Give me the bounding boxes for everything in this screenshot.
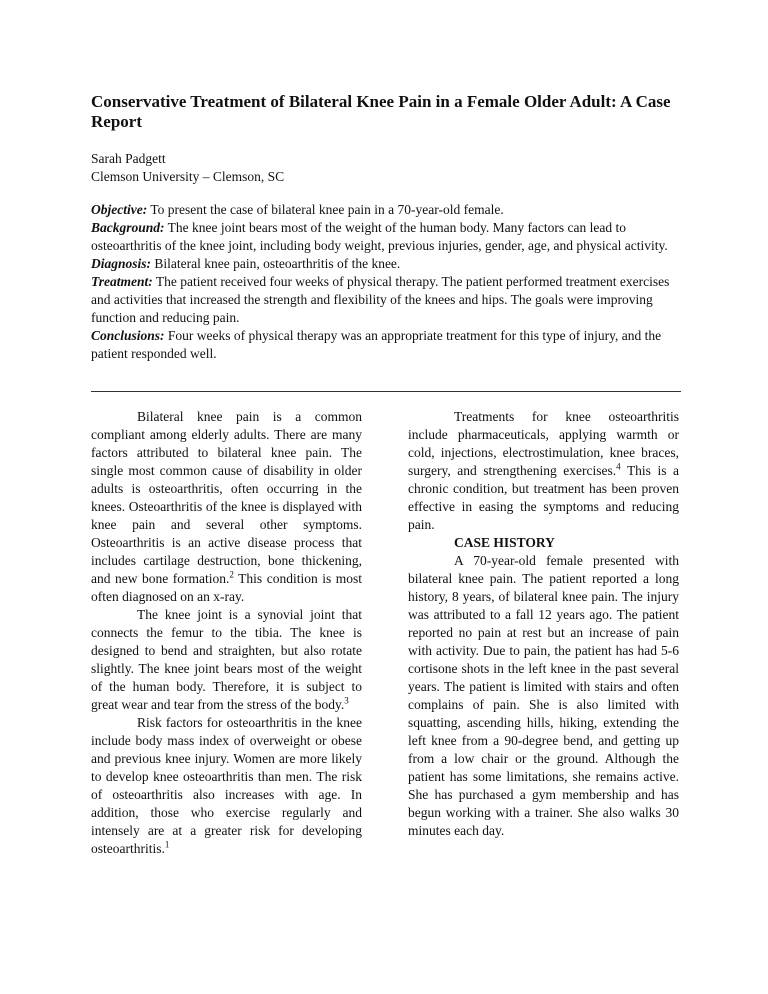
citation-ref: 2 — [229, 569, 234, 580]
paragraph — [408, 408, 679, 534]
abstract-label: Conclusions: — [91, 328, 165, 343]
citation-ref: 3 — [344, 695, 349, 706]
paragraph-text: Bilateral knee pain is a common compliant among elderly adults. There are many factors attributed to bilateral knee pain. The single most common cause of disability in older adults is osteoarthritis, often occurring in the knees. Osteoarthritis of the knee is displayed with knee pain and several other symptoms. Osteoarthritis is an active disease process that includes cartilage destruction, bone thickening, and new bone formation. — [91, 409, 362, 586]
abstract-text: The patient received four weeks of physical therapy. The patient performed treatment exercises and activities that increased the strength and flexibility of the knees and hips. The goals were improving function and reducing pain. — [91, 274, 670, 325]
abstract-label: Background: — [91, 220, 165, 235]
author-name: Sarah Padgett — [91, 151, 166, 166]
abstract-conclusions — [91, 327, 679, 363]
abstract — [91, 201, 679, 363]
author-affiliation: Clemson University – Clemson, SC — [91, 169, 285, 184]
paragraph-text: Risk factors for osteoarthritis in the knee include body mass index of overweight or obese and previous knee injury. Women are more likely to develop knee osteoarthritis than men. The risk of osteoarthritis also increases with age. In addition, those who exercise regularly and intensely are at a greater risk for developing osteoarthritis. — [91, 715, 362, 856]
left-column — [91, 408, 362, 858]
abstract-treatment — [91, 273, 679, 327]
paragraph-text: This is a chronic condition, but treatment has been proven effective in easing the symptoms and reducing pain. — [408, 463, 679, 532]
author-block — [91, 150, 284, 186]
paragraph-text: Treatments for knee osteoarthritis include pharmaceuticals, applying warmth or cold, injections, electrostimulation, knee braces, surgery, and strengthening exercises. — [408, 409, 679, 478]
paragraph-text: The knee joint is a synovial joint that connects the femur to the tibia. The knee is designed to bend and straighten, but also rotate slightly. The knee joint bears most of the weight of the human body. Therefore, it is subject to great wear and tear from the stress of the body. — [91, 607, 362, 712]
abstract-text: Bilateral knee pain, osteoarthritis of the knee. — [151, 256, 401, 271]
right-column — [408, 408, 679, 840]
abstract-diagnosis — [91, 255, 679, 273]
abstract-text: The knee joint bears most of the weight of the human body. Many factors can lead to osteoarthritis of the knee joint, including body weight, previous injuries, gender, age, and physical activity. — [91, 220, 668, 253]
citation-ref: 1 — [164, 839, 170, 850]
abstract-text: To present the case of bilateral knee pain in a 70-year-old female. — [147, 202, 504, 217]
paragraph — [91, 408, 362, 606]
abstract-background — [91, 219, 679, 255]
section-heading: CASE HISTORY — [454, 535, 555, 550]
abstract-label: Diagnosis: — [91, 256, 152, 271]
abstract-objective — [91, 201, 679, 219]
abstract-text: Four weeks of physical therapy was an appropriate treatment for this type of injury, and the patient responded well. — [91, 328, 662, 361]
section-divider — [91, 391, 681, 392]
paper-title: Conservative Treatment of Bilateral Knee Pain in a Female Older Adult: A Case Report — [91, 92, 671, 131]
abstract-label: Treatment: — [91, 274, 153, 289]
citation-ref: 4 — [616, 461, 621, 472]
paragraph-text: A 70-year-old female presented with bilateral knee pain. The patient reported a long history, 8 years, of bilateral knee pain. The injury was attributed to a fall 12 years ago. The patient reported no pain at rest but an increase of pain with activity. Due to pain, the patient has had 5-6 cortisone shots in the left knee in the past several years. The patient is limited with stairs and often complains of pain. She is also limited with squatting, ascending hills, hiking, extending the left knee from a 90-degree bend, and getting up from a low chair or the ground. Although the patient has some limitations, she remains active. She has purchased a gym membership and has begun working with a trainer. She also walks 30 minutes each day. — [408, 553, 679, 838]
paragraph — [91, 606, 362, 714]
paragraph — [408, 552, 679, 840]
paragraph-text: This condition is most often diagnosed on an x-ray. — [91, 571, 362, 604]
paragraph — [91, 714, 362, 858]
abstract-label: Objective: — [91, 202, 148, 217]
